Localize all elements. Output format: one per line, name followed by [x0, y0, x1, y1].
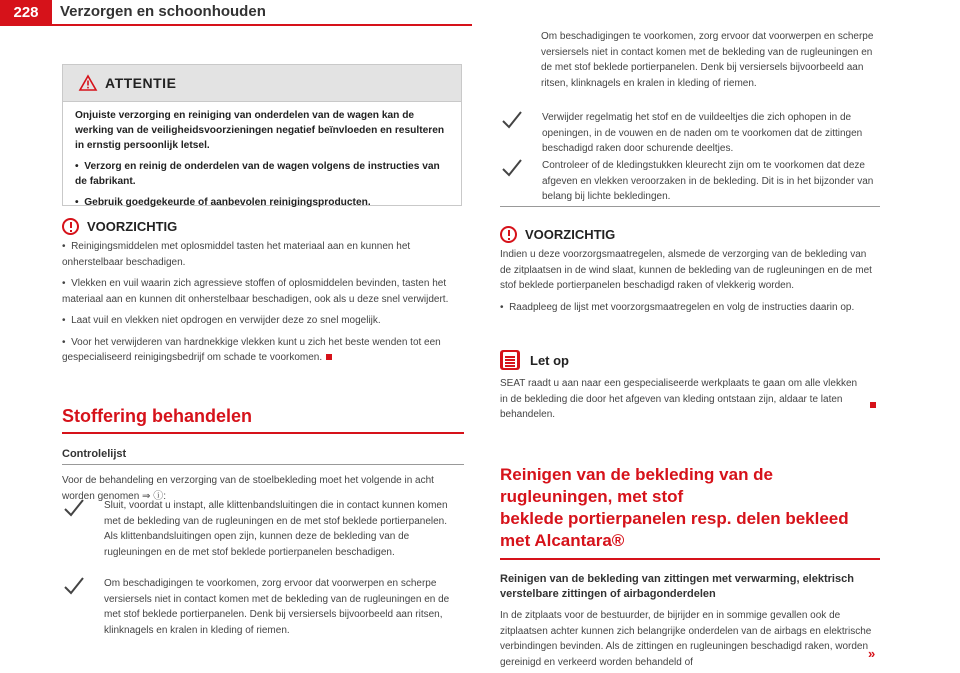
checklist-text: Om beschadigingen te voorkomen, zorg ervoor dat voorwerpen en scherpe versiersels niet in contact komen met de bekleding van de rugleuningen en de met stof beklede portierpanelen. Denk bij versiersels bijvoorbeeld aan ritsen, klinknagels en kralen in kleding of riemen.: [104, 578, 450, 636]
section-reinigen: [500, 464, 880, 670]
section-stoffering: [62, 406, 464, 504]
checklist-item: [62, 576, 460, 636]
warning-title: ATTENTIE: [105, 75, 177, 91]
caution-left: [62, 218, 464, 366]
note-title: Let op: [530, 352, 569, 368]
caution-title: VOORZICHTIG: [525, 227, 616, 242]
chapter-title: Verzorgen en schoonhouden: [60, 3, 266, 20]
checklist-text: Om beschadigingen te voorkomen, zorg ervoor dat voorwerpen en scherpe versiersels niet in contact komen met de bekleding van de rugleuningen en de met stof beklede portierpanelen. Denk bij versiersels bijvoorbeeld aan ritsen, klinknagels en kralen in kleding of riemen.: [541, 31, 874, 89]
section-title: Reinigen van de bekleding van de rugleuningen, met stof: [500, 465, 774, 506]
checklist-text: Verwijder regelmatig het stof en de vuildeeltjes die zich ophopen in de openingen, in de vouwen en de naden om te voorkomen dat de zittingen beschadigd raken door schurende deeltjes.: [542, 112, 863, 154]
warning-bullet: • Verzorg en reinig de onderdelen van de wagen volgens de instructies van de fabrikant.: [75, 161, 440, 187]
continue-arrow-icon: »: [868, 646, 876, 661]
warning-box: [62, 64, 462, 206]
note-text: SEAT raadt u aan naar een gespecialiseerde werkplaats te gaan om alle vlekken in de bekleding die door het afgeven van kleding ontstaan zijn, aldaar te laten behandelen.: [500, 378, 858, 420]
warning-body: [63, 102, 461, 222]
warning-header: [63, 65, 461, 102]
section-divider: [62, 432, 464, 434]
end-marker-icon: [870, 402, 876, 408]
page-header: [0, 0, 960, 26]
caution-bullet: • Reinigingsmiddelen met oplosmiddel tasten het materiaal aan en kunnen het onherstelbaar beschadigen.: [62, 241, 411, 268]
checkmark-icon: [62, 498, 86, 518]
checklist-divider: [500, 206, 880, 207]
end-marker-icon: [326, 354, 332, 360]
caution-title: VOORZICHTIG: [87, 219, 178, 234]
caution-bullet: • Raadpleeg de lijst met voorzorgsmaatregelen en volg de instructies daarin op.: [500, 301, 855, 313]
note-box: [500, 350, 880, 423]
section-title: Stoffering behandelen: [62, 406, 253, 426]
note-icon: [500, 350, 520, 370]
warning-triangle-icon: [79, 75, 97, 91]
checkmark-icon: [500, 158, 524, 178]
checklist-item: [62, 498, 460, 560]
checklist-item: [500, 110, 878, 157]
subsection-title: Controlelijst: [62, 448, 127, 460]
caution-icon: [62, 218, 79, 235]
caution-right: [500, 226, 880, 315]
section-intro: Voor de behandeling en verzorging van de stoelbekleding moet het volgende in acht worden genomen ⇒ ⓘ:: [62, 475, 434, 502]
section-text: In de zitplaats voor de bestuurder, de bijrijder en in sommige gevallen ook de zitplaatsen achter kunnen zich belangrijke onderdelen van de airbags en elektrische verbindingen bevinden. Als de zittingen en rugleuningen beschadigd raken, worden gereinigd en verkeerd worden behandeld of: [500, 610, 872, 668]
checkmark-icon: [500, 110, 524, 130]
section-title: beklede portierpanelen resp. delen bekleed met Alcantara®: [500, 509, 849, 550]
subsection-divider: [62, 464, 464, 465]
page-number: 228: [0, 0, 52, 26]
caution-bullet: • Voor het verwijderen van hardnekkige vlekken kunt u zich het beste wenden tot een gespecialiseerd reinigingsbedrijf om schade te voorkomen.: [62, 336, 441, 363]
header-divider: [52, 24, 472, 26]
caution-icon: [500, 226, 517, 243]
caution-text: Indien u deze voorzorgsmaatregelen, alsmede de verzorging van de bekleding van de zitplaatsen in de wind slaat, kunnen de bekleding van de rugleuningen en de met stof beklede portierpanelen beschadigd raken of vlekkerig worden.: [500, 249, 872, 291]
subsection-title: Reinigen van de bekleding van zittingen met verwarming, elektrisch verstelbare zittingen of airbagonderdelen: [500, 573, 854, 600]
checkmark-icon: [62, 576, 86, 596]
warning-bullet: • Gebruik goedgekeurde of aanbevolen reinigingsproducten.: [75, 197, 371, 208]
section-divider: [500, 558, 880, 560]
checklist-text: Sluit, voordat u instapt, alle klittenbandsluitingen die in contact kunnen komen met de bekleding van de rugleuningen en de met stof beklede portierpanelen. Als klittenbandsluitingen open zijn, kunnen deze de bekleding van de rugleuningen en de met stof beklede portierpanelen beschadigen.: [104, 500, 448, 558]
checklist-continuation: [541, 31, 876, 106]
warning-intro: Onjuiste verzorging en reiniging van onderdelen van de wagen kan de werking van de veiligheidsvoorzieningen negatief beïnvloeden en resulteren in ernstig persoonlijk letsel.: [75, 110, 445, 151]
caution-bullet: • Vlekken en vuil waarin zich agressieve stoffen of oplosmiddelen bevinden, tasten het materiaal aan en kunnen dit onherstelbaar beschadigen, ook als u deze snel verwijdert.: [62, 278, 449, 305]
checklist-text: Controleer of de kledingstukken kleurecht zijn om te voorkomen dat deze afgeven en vlekken veroorzaken in de bekleding. Dit is in het bijzonder van belang bij lichte bekledingen.: [542, 160, 874, 202]
checklist-item: [500, 158, 878, 205]
caution-bullet: • Laat vuil en vlekken niet opdrogen en verwijder deze zo snel mogelijk.: [62, 315, 381, 326]
